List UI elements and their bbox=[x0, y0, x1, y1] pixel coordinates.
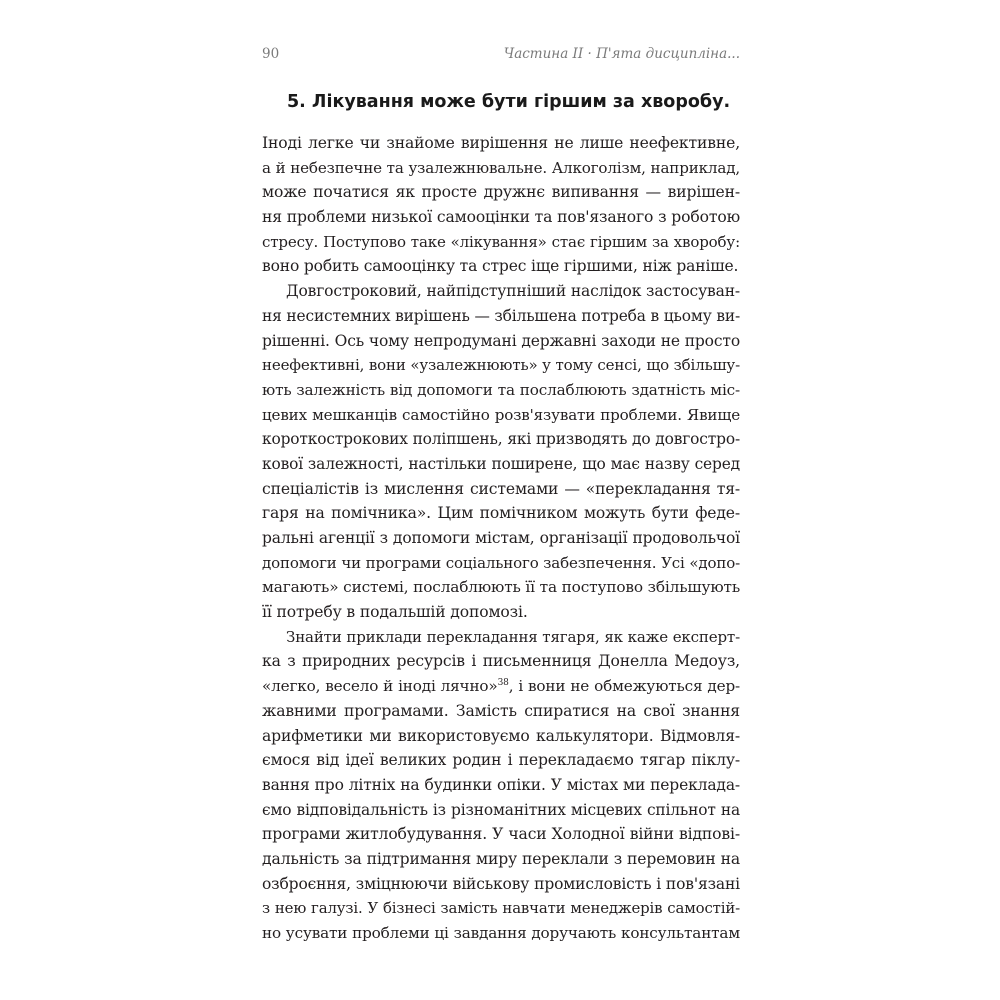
text-line: ня несистемних вирішень — збільшена потреба в цьому ви- bbox=[262, 306, 741, 325]
text-line: допомоги чи програми соціального забезпечення. Усі «допо- bbox=[262, 553, 740, 572]
text-line: ня проблеми низької самооцінки та пов'язаного з роботою bbox=[262, 208, 740, 227]
text-line: а й небезпечне та узалежнювальне. Алкоголізм, наприклад, bbox=[262, 158, 740, 177]
running-head bbox=[262, 46, 740, 62]
text-line: Знайти приклади перекладання тягаря, як каже експерт- bbox=[286, 627, 740, 646]
text-segment: «легко, весело й іноді лячно» bbox=[262, 677, 498, 696]
text-line: короткострокових поліпшень, які призводять до довгостро- bbox=[262, 430, 740, 449]
text-line: кової залежності, настільки поширене, що має назву серед bbox=[262, 454, 740, 473]
section-heading: 5. Лікування може бути гіршим за хворобу. bbox=[287, 92, 731, 112]
text-line: цевих мешканців самостійно розв'язувати проблеми. Явище bbox=[262, 405, 740, 424]
text-line-with-footnote bbox=[262, 674, 740, 699]
text-line: ка з природних ресурсів і письменниця Донелла Медоуз, bbox=[262, 652, 740, 671]
text-line: магають» системі, послаблюють її та поступово збільшують bbox=[262, 578, 740, 597]
text-line: воно робить самооцінку та стрес іще гіршими, ніж раніше. bbox=[262, 257, 739, 276]
text-line: арифметики ми використовуємо калькулятори. Відмовля- bbox=[262, 726, 740, 745]
text-line: Іноді легке чи знайоме вирішення не лише неефективне, bbox=[262, 134, 740, 152]
text-line: ральні агенції з допомоги містам, організації продовольчої bbox=[262, 529, 740, 547]
footnote-reference[interactable]: 38 bbox=[497, 678, 509, 689]
text-line: її потребу в подальшій допомозі. bbox=[262, 603, 528, 622]
body-text bbox=[262, 131, 740, 946]
text-line: озброєння, зміцнюючи військову промисловість і пов'язані bbox=[262, 874, 740, 893]
text-line: з нею галузі. У бізнесі замість навчати менеджерів самостій- bbox=[262, 899, 740, 918]
text-line: спеціалістів із мислення системами — «перекладання тя- bbox=[262, 479, 740, 498]
text-line: но усувати проблеми ці завдання доручають консультантам bbox=[262, 924, 740, 942]
text-line: вання про літніх на будинки опіки. У містах ми переклада- bbox=[262, 775, 740, 794]
text-line: стресу. Поступово таке «лікування» стає гіршим за хворобу: bbox=[262, 232, 740, 251]
text-line: може початися як просте дружнє випивання — вирішен- bbox=[262, 183, 740, 202]
text-line: ємося від ідеї великих родин і перекладаємо тягар піклу- bbox=[262, 751, 740, 770]
text-line: ємо відповідальність із різноманітних місцевих спільнот на bbox=[262, 800, 740, 819]
text-line: неефективні, вони «узалежнюють» у тому сенсі, що збільшу- bbox=[262, 356, 740, 375]
text-line: дальність за підтримання миру переклали з перемовин на bbox=[262, 849, 740, 868]
text-line: жавними програмами. Замість спиратися на свої знання bbox=[262, 701, 740, 720]
text-line: Довгостроковий, найпідступніший наслідок застосуван- bbox=[286, 282, 740, 301]
text-line: ють залежність від допомоги та послаблюють здатність міс- bbox=[262, 380, 740, 399]
text-segment: , і вони не обмежуються дер- bbox=[508, 677, 740, 696]
text-line: гаря на помічника». Цим помічником можуть бути феде- bbox=[262, 504, 740, 523]
text-line: програми житлобудування. У часи Холодної війни відпові- bbox=[262, 825, 740, 844]
text-line: рішенні. Ось чому непродумані державні заходи не просто bbox=[262, 331, 740, 350]
page-number: 90 bbox=[262, 46, 280, 62]
running-head-title: Частина II · П'ята дисципліна... bbox=[503, 46, 740, 62]
